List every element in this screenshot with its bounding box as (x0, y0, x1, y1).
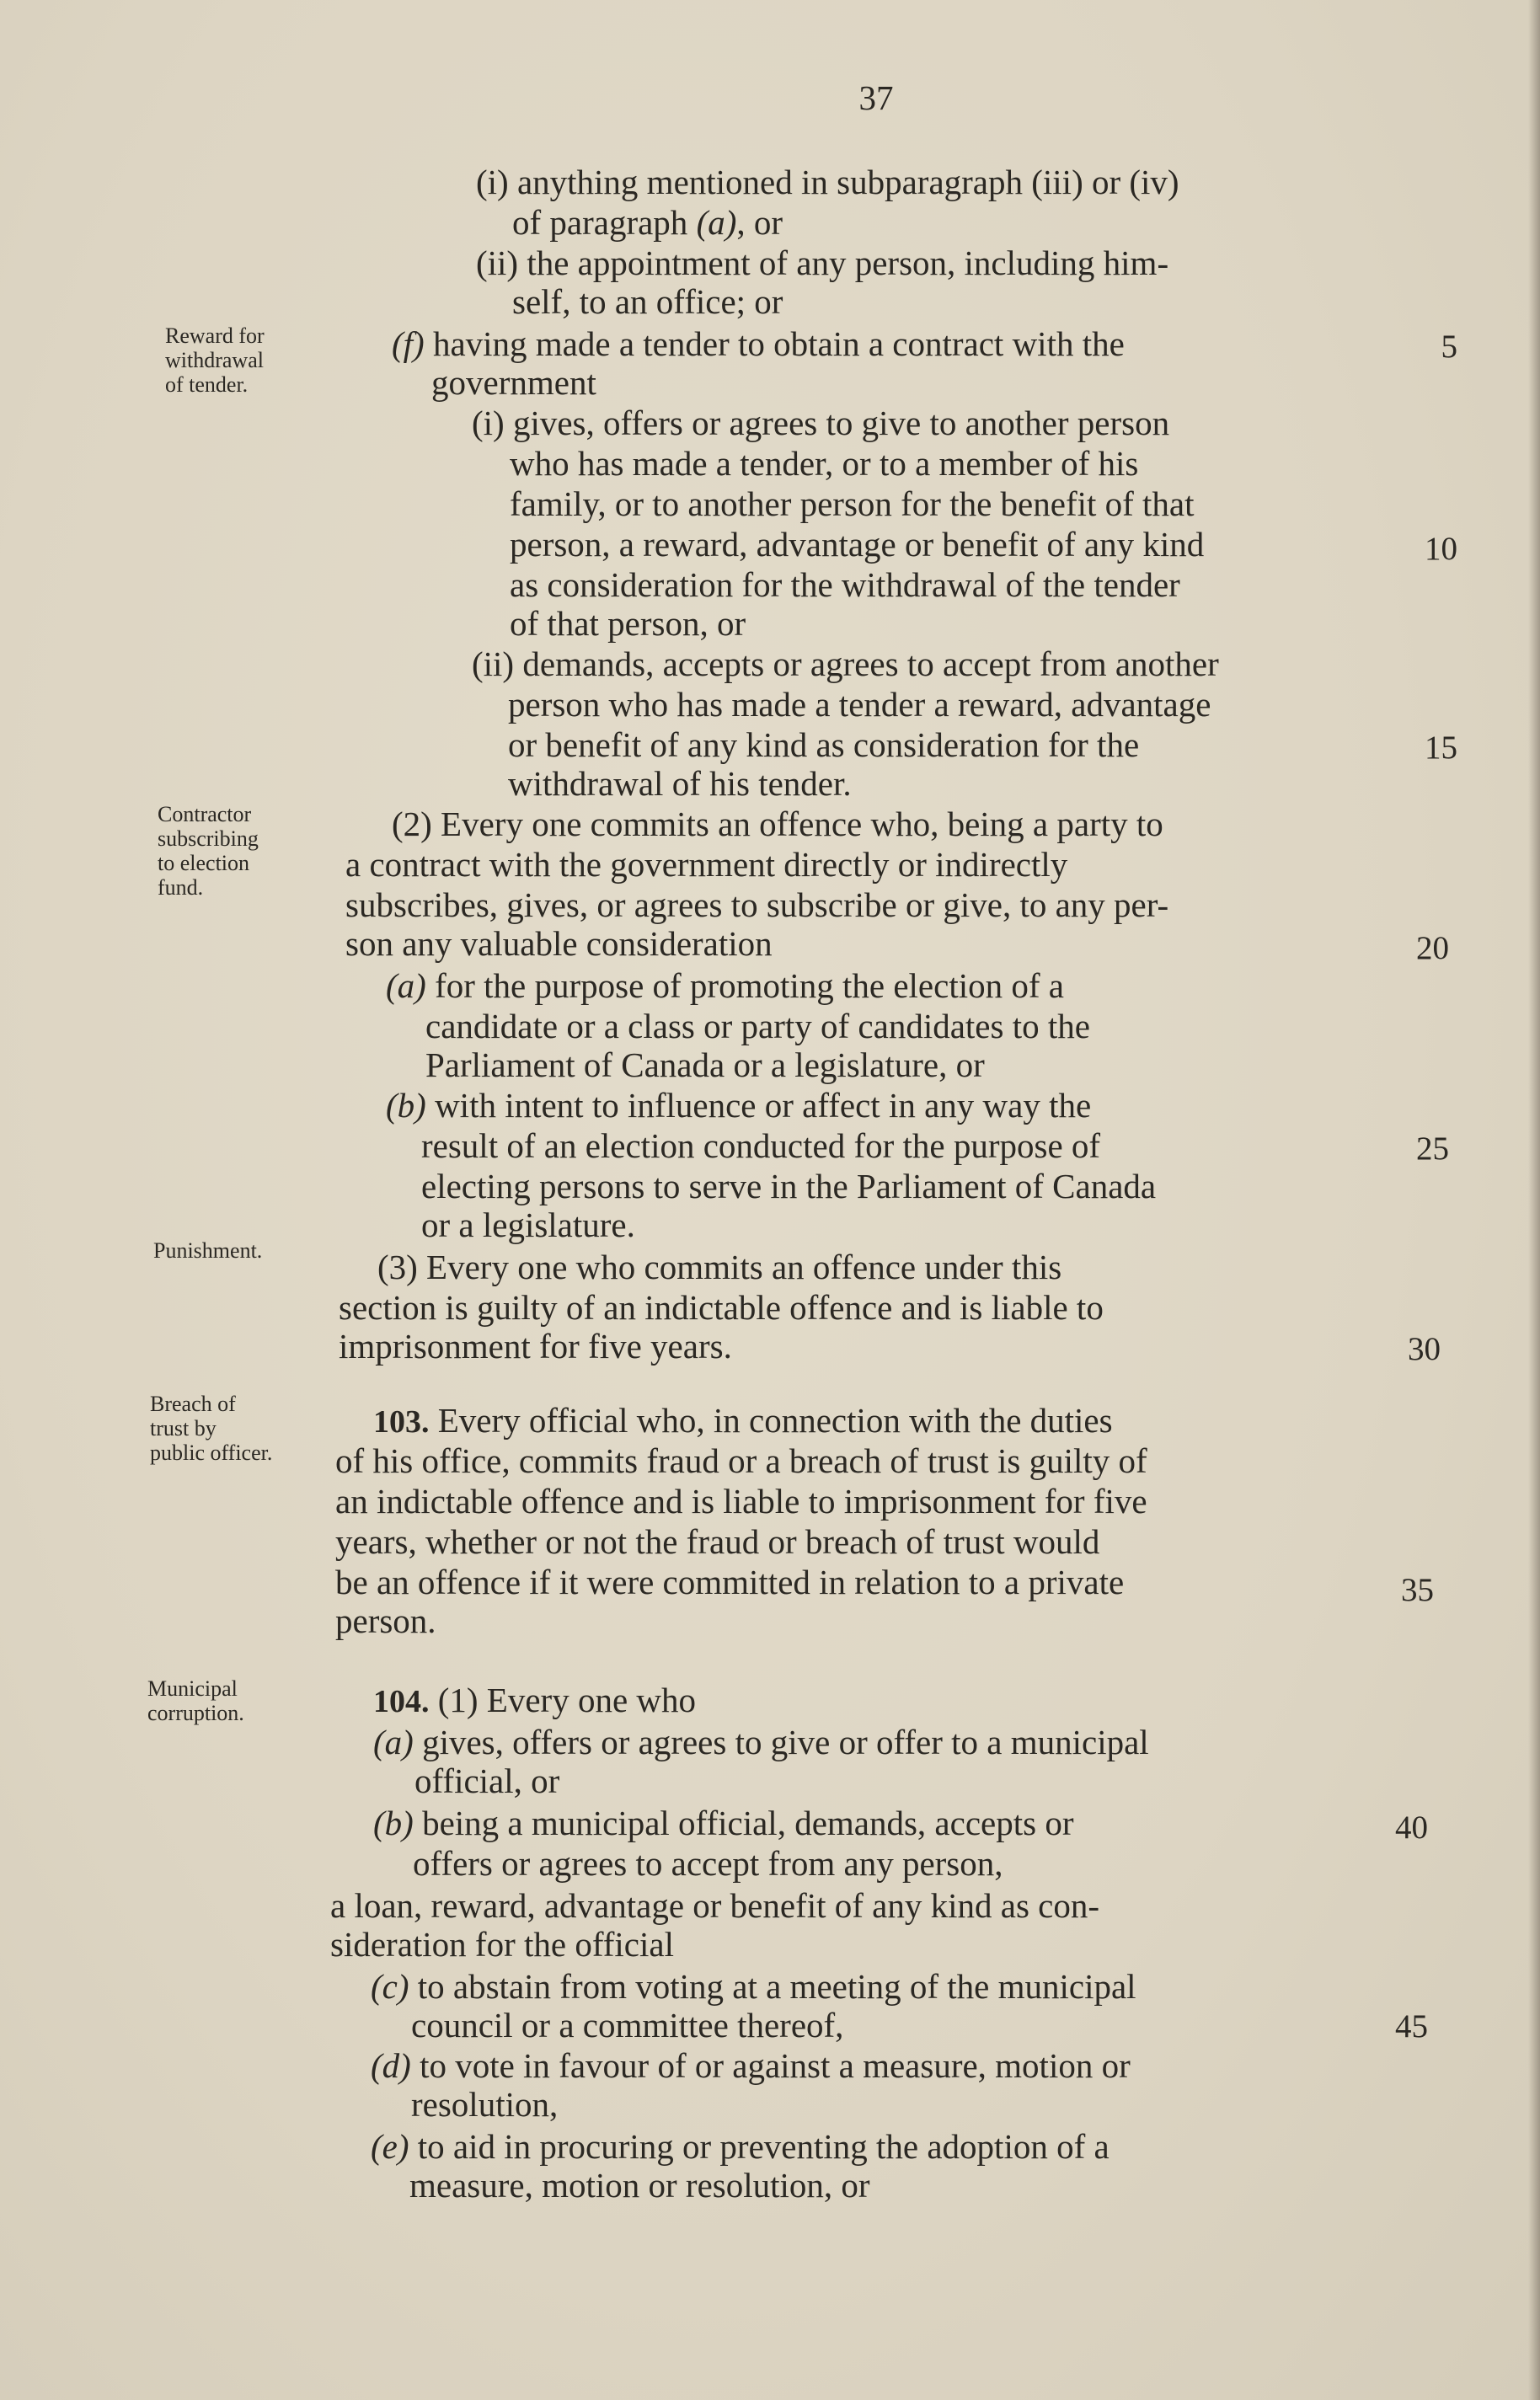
text-line: person who has made a tender a reward, advantage (508, 685, 1211, 724)
text-line: a contract with the government directly or indirectly (345, 845, 1068, 884)
text-line: result of an election conducted for the purpose of (421, 1126, 1101, 1165)
text-line: 104. (1) Every one who (373, 1681, 697, 1719)
margin-note-line: Breach of (150, 1392, 236, 1416)
text-line: (f) having made a tender to obtain a contract with the (392, 324, 1125, 363)
text-line: withdrawal of his tender. (508, 764, 852, 803)
text-line: (3) Every one who commits an offence under this (377, 1248, 1062, 1286)
text-line: self, to an office; or (512, 282, 783, 321)
text-line: be an offence if it were committed in relation to a private (335, 1563, 1125, 1601)
text-line: (2) Every one commits an offence who, being a party to (392, 804, 1163, 843)
line-number: 30 (1408, 1331, 1441, 1367)
text-line: who has made a tender, or to a member of his (510, 444, 1139, 483)
text-line: (a) for the purpose of promoting the election of a (386, 966, 1064, 1005)
text-line: (ii) the appointment of any person, including him- (476, 243, 1169, 282)
text-line: electing persons to serve in the Parliament of Canada (421, 1167, 1157, 1205)
margin-note-line: subscribing (158, 826, 259, 851)
margin-note-line: withdrawal (165, 348, 264, 372)
text-line: (c) to abstain from voting at a meeting of the municipal (371, 1967, 1136, 2006)
margin-note-reward (165, 323, 265, 397)
text-line: or a legislature. (421, 1205, 635, 1244)
page-spine (1528, 0, 1540, 2400)
text-line: of paragraph (a), or (512, 203, 783, 242)
text-line: family, or to another person for the benefit of that (510, 484, 1195, 523)
text-line: (d) to vote in favour of or against a measure, motion or (371, 2046, 1131, 2085)
text-line: of that person, or (510, 604, 746, 643)
margin-note-contractor (158, 802, 259, 900)
line-number: 45 (1395, 2008, 1428, 2045)
text-line: resolution, (411, 2085, 559, 2124)
margin-note-line: public officer. (150, 1441, 273, 1465)
margin-note-line: Reward for (165, 323, 265, 348)
text-line: section is guilty of an indictable offence and is liable to (339, 1288, 1104, 1327)
text-line: offers or agrees to accept from any person, (413, 1844, 1003, 1883)
text-line: measure, motion or resolution, or (409, 2166, 870, 2205)
margin-note-line: to election (158, 851, 250, 875)
line-number: 20 (1416, 930, 1449, 966)
text-line: imprisonment for five years. (339, 1327, 732, 1366)
text-line: person, a reward, advantage or benefit of any kind (510, 525, 1205, 564)
text-line: an indictable offence and is liable to imprisonment for five (335, 1482, 1147, 1521)
margin-note-punishment (153, 1238, 262, 1263)
margin-note-line: corruption. (147, 1701, 244, 1725)
text-line: (i) anything mentioned in subparagraph (iii) or (iv) (476, 163, 1179, 201)
text-line: (ii) demands, accepts or agrees to accept from another (472, 644, 1219, 683)
text-line: candidate or a class or party of candidates to the (425, 1007, 1090, 1045)
margin-note-line: Contractor (158, 802, 252, 826)
line-number: 35 (1401, 1572, 1434, 1608)
text-line: 103. Every official who, in connection with the duties (373, 1401, 1113, 1440)
margin-note-municipal (147, 1676, 244, 1725)
text-line: years, whether or not the fraud or breach of trust would (335, 1522, 1100, 1561)
page-number: 37 (858, 78, 894, 117)
line-number: 5 (1441, 329, 1457, 365)
margin-note-line: Punishment. (153, 1238, 263, 1263)
text-line: government (431, 363, 596, 402)
text-line: sideration for the official (330, 1925, 674, 1964)
line-number: 10 (1425, 531, 1457, 567)
text-line: son any valuable consideration (345, 924, 773, 963)
text-line: (a) gives, offers or agrees to give or offer to a municipal (373, 1723, 1149, 1761)
margin-note-breach (150, 1392, 272, 1465)
text-line: (b) with intent to influence or affect in any way the (386, 1086, 1092, 1125)
line-number: 40 (1395, 1809, 1428, 1846)
text-line: Parliament of Canada or a legislature, or (425, 1045, 985, 1084)
text-line: council or a committee thereof, (411, 2006, 844, 2045)
line-number: 15 (1425, 730, 1457, 766)
text-line: official, or (414, 1761, 560, 1800)
margin-note-line: of tender. (165, 372, 249, 397)
text-line: (i) gives, offers or agrees to give to another person (472, 404, 1170, 442)
text-line: (e) to aid in procuring or preventing the adoption of a (371, 2127, 1110, 2166)
text-line: (b) being a municipal official, demands, accepts or (373, 1804, 1074, 1842)
text-line: subscribes, gives, or agrees to subscribe or give, to any per- (345, 885, 1169, 924)
margin-note-line: fund. (158, 875, 204, 900)
text-line: person. (335, 1601, 436, 1640)
text-line: of his office, commits fraud or a breach of trust is guilty of (335, 1441, 1147, 1480)
margin-note-line: Municipal (147, 1676, 238, 1701)
line-number: 25 (1416, 1131, 1449, 1167)
text-line: as consideration for the withdrawal of the tender (510, 565, 1180, 604)
margin-note-line: trust by (150, 1416, 217, 1441)
text-line: or benefit of any kind as consideration for the (508, 725, 1140, 764)
text-line: a loan, reward, advantage or benefit of any kind as con- (330, 1886, 1100, 1925)
